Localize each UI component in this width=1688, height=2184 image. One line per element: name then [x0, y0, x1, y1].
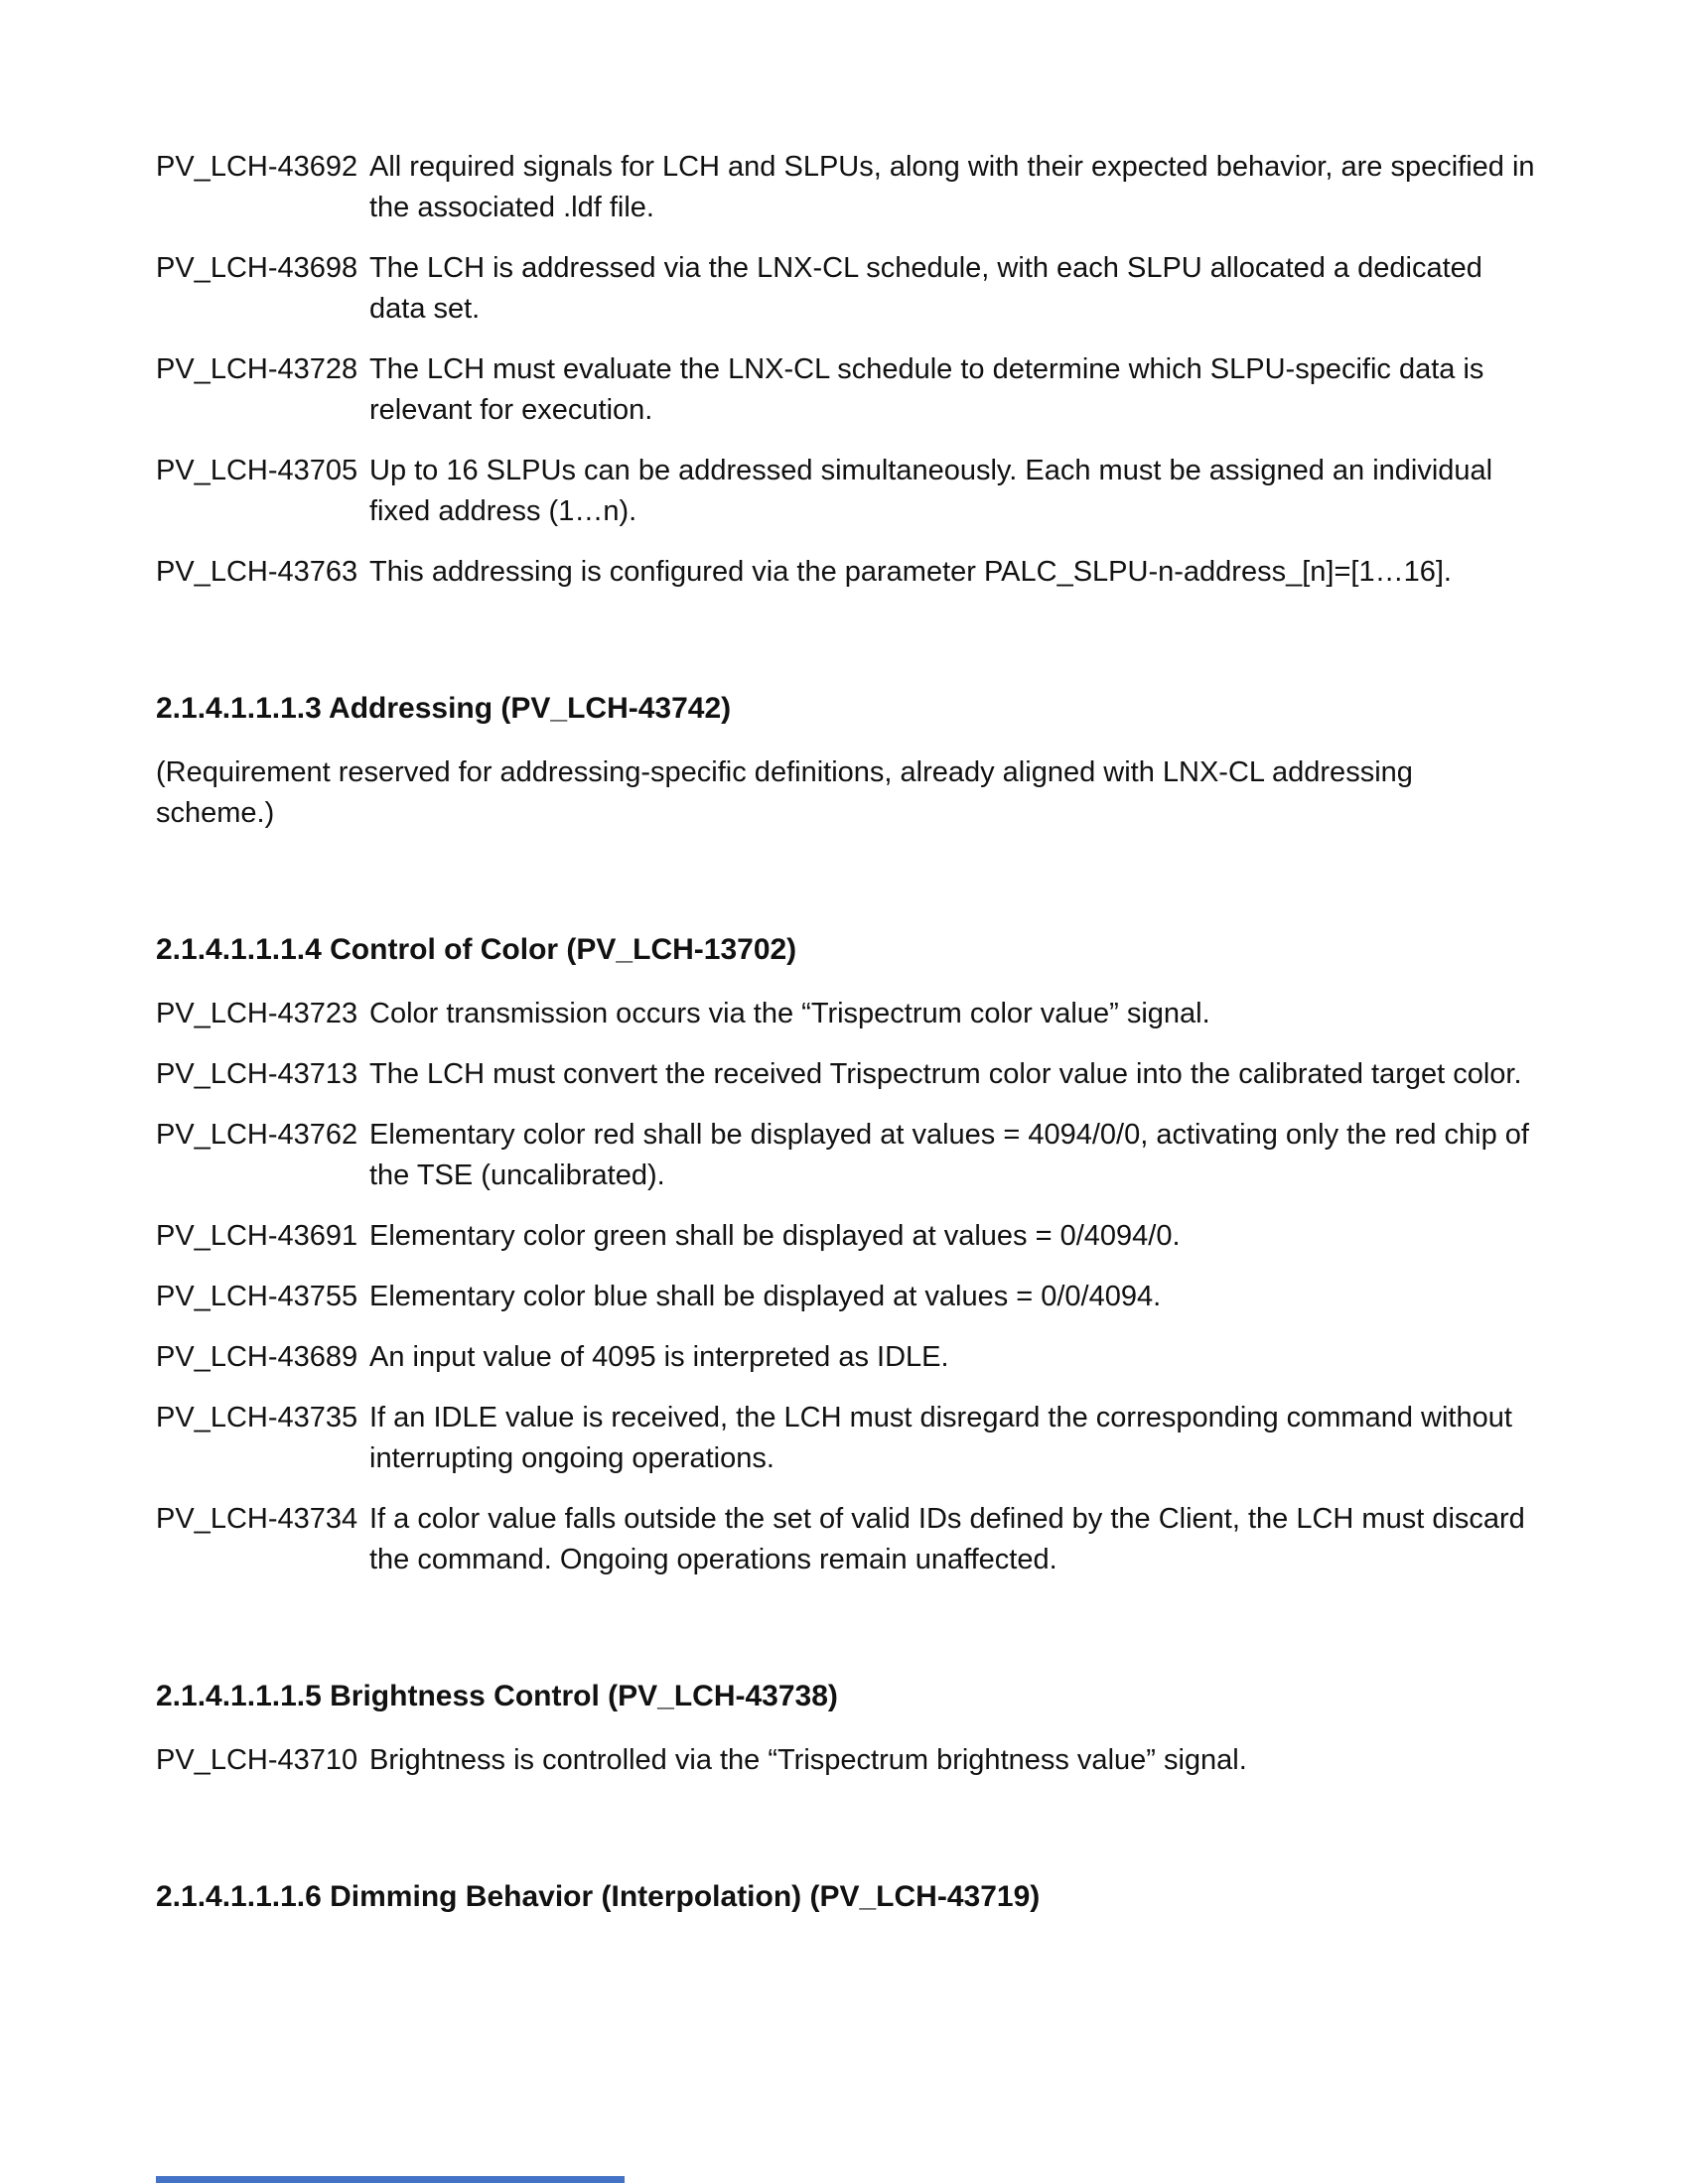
requirement-id: PV_LCH-43735: [156, 1402, 358, 1433]
requirement-id: PV_LCH-43689: [156, 1341, 358, 1373]
requirement-text: This addressing is configured via the parameter PALC_SLPU-n-address_[n]=[1…16].: [369, 556, 1452, 588]
section-heading-dimming-behavior: 2.1.4.1.1.1.6 Dimming Behavior (Interpolation) (PV_LCH-43719): [156, 1880, 1041, 1913]
section-heading-addressing: 2.1.4.1.1.1.3 Addressing (PV_LCH-43742): [156, 692, 732, 725]
section-paragraph-addressing: (Requirement reserved for addressing-specific definitions, already aligned with LNX-CL addressing scheme.): [156, 756, 1413, 829]
requirement-text: Elementary color red shall be displayed at values = 4094/0/0, activating only the red chip of the TSE (uncalibrated).: [369, 1119, 1529, 1191]
section-requirements-brightness-control: [156, 1740, 1539, 1781]
requirement-text: Brightness is controlled via the “Trispectrum brightness value” signal.: [369, 1744, 1247, 1776]
requirement-id: PV_LCH-43691: [156, 1220, 358, 1252]
requirement-text: The LCH must convert the received Trispectrum color value into the calibrated target color.: [369, 1058, 1522, 1090]
requirement-id: PV_LCH-43763: [156, 556, 358, 588]
requirement-text: Elementary color blue shall be displayed at values = 0/0/4094.: [369, 1281, 1162, 1312]
requirement-row: [156, 1277, 1539, 1317]
requirement-id: PV_LCH-43698: [156, 252, 358, 284]
section-heading-control-of-color: 2.1.4.1.1.1.4 Control of Color (PV_LCH-13702): [156, 933, 797, 966]
requirement-text: If a color value falls outside the set of valid IDs defined by the Client, the LCH must discard the command. Ongoing operations remain unaffected.: [369, 1503, 1525, 1575]
requirement-row: [156, 349, 1539, 431]
requirement-row: [156, 248, 1539, 330]
requirement-row: [156, 1337, 1539, 1378]
requirement-row: [156, 1054, 1539, 1095]
requirement-id: PV_LCH-43762: [156, 1119, 358, 1151]
bottom-blue-bar: [156, 2176, 625, 2183]
requirement-row: [156, 1499, 1539, 1580]
requirement-row: [156, 994, 1539, 1034]
requirement-id: PV_LCH-43710: [156, 1744, 358, 1776]
section-requirements-control-of-color: [156, 994, 1539, 1580]
requirement-id: PV_LCH-43734: [156, 1503, 358, 1535]
requirement-id: PV_LCH-43728: [156, 353, 358, 385]
requirement-text: Color transmission occurs via the “Trispectrum color value” signal.: [369, 998, 1210, 1029]
requirement-id: PV_LCH-43755: [156, 1281, 358, 1312]
requirement-row: [156, 1740, 1539, 1781]
requirement-id: PV_LCH-43705: [156, 455, 358, 486]
requirement-text: The LCH must evaluate the LNX-CL schedule to determine which SLPU-specific data is relevant for execution.: [369, 353, 1484, 426]
requirement-row: [156, 451, 1539, 532]
requirement-text: Elementary color green shall be displayed at values = 0/4094/0.: [369, 1220, 1181, 1252]
requirement-id: PV_LCH-43723: [156, 998, 358, 1029]
requirement-text: If an IDLE value is received, the LCH must disregard the corresponding command without interrupting ongoing operations.: [369, 1402, 1512, 1474]
requirement-row: [156, 147, 1539, 228]
requirement-text: The LCH is addressed via the LNX-CL schedule, with each SLPU allocated a dedicated data set.: [369, 252, 1482, 325]
requirement-text: An input value of 4095 is interpreted as IDLE.: [369, 1341, 949, 1373]
requirement-row: [156, 552, 1539, 593]
requirement-row: [156, 1216, 1539, 1257]
section-heading-brightness-control: 2.1.4.1.1.1.5 Brightness Control (PV_LCH-43738): [156, 1680, 838, 1712]
requirement-id: PV_LCH-43692: [156, 151, 358, 183]
requirement-id: PV_LCH-43713: [156, 1058, 358, 1090]
requirement-text: All required signals for LCH and SLPUs, along with their expected behavior, are specified in the associated .ldf file.: [369, 151, 1535, 223]
requirement-text: Up to 16 SLPUs can be addressed simultaneously. Each must be assigned an individual fixed address (1…n).: [369, 455, 1493, 527]
requirement-row: [156, 1115, 1539, 1196]
requirement-row: [156, 1398, 1539, 1479]
